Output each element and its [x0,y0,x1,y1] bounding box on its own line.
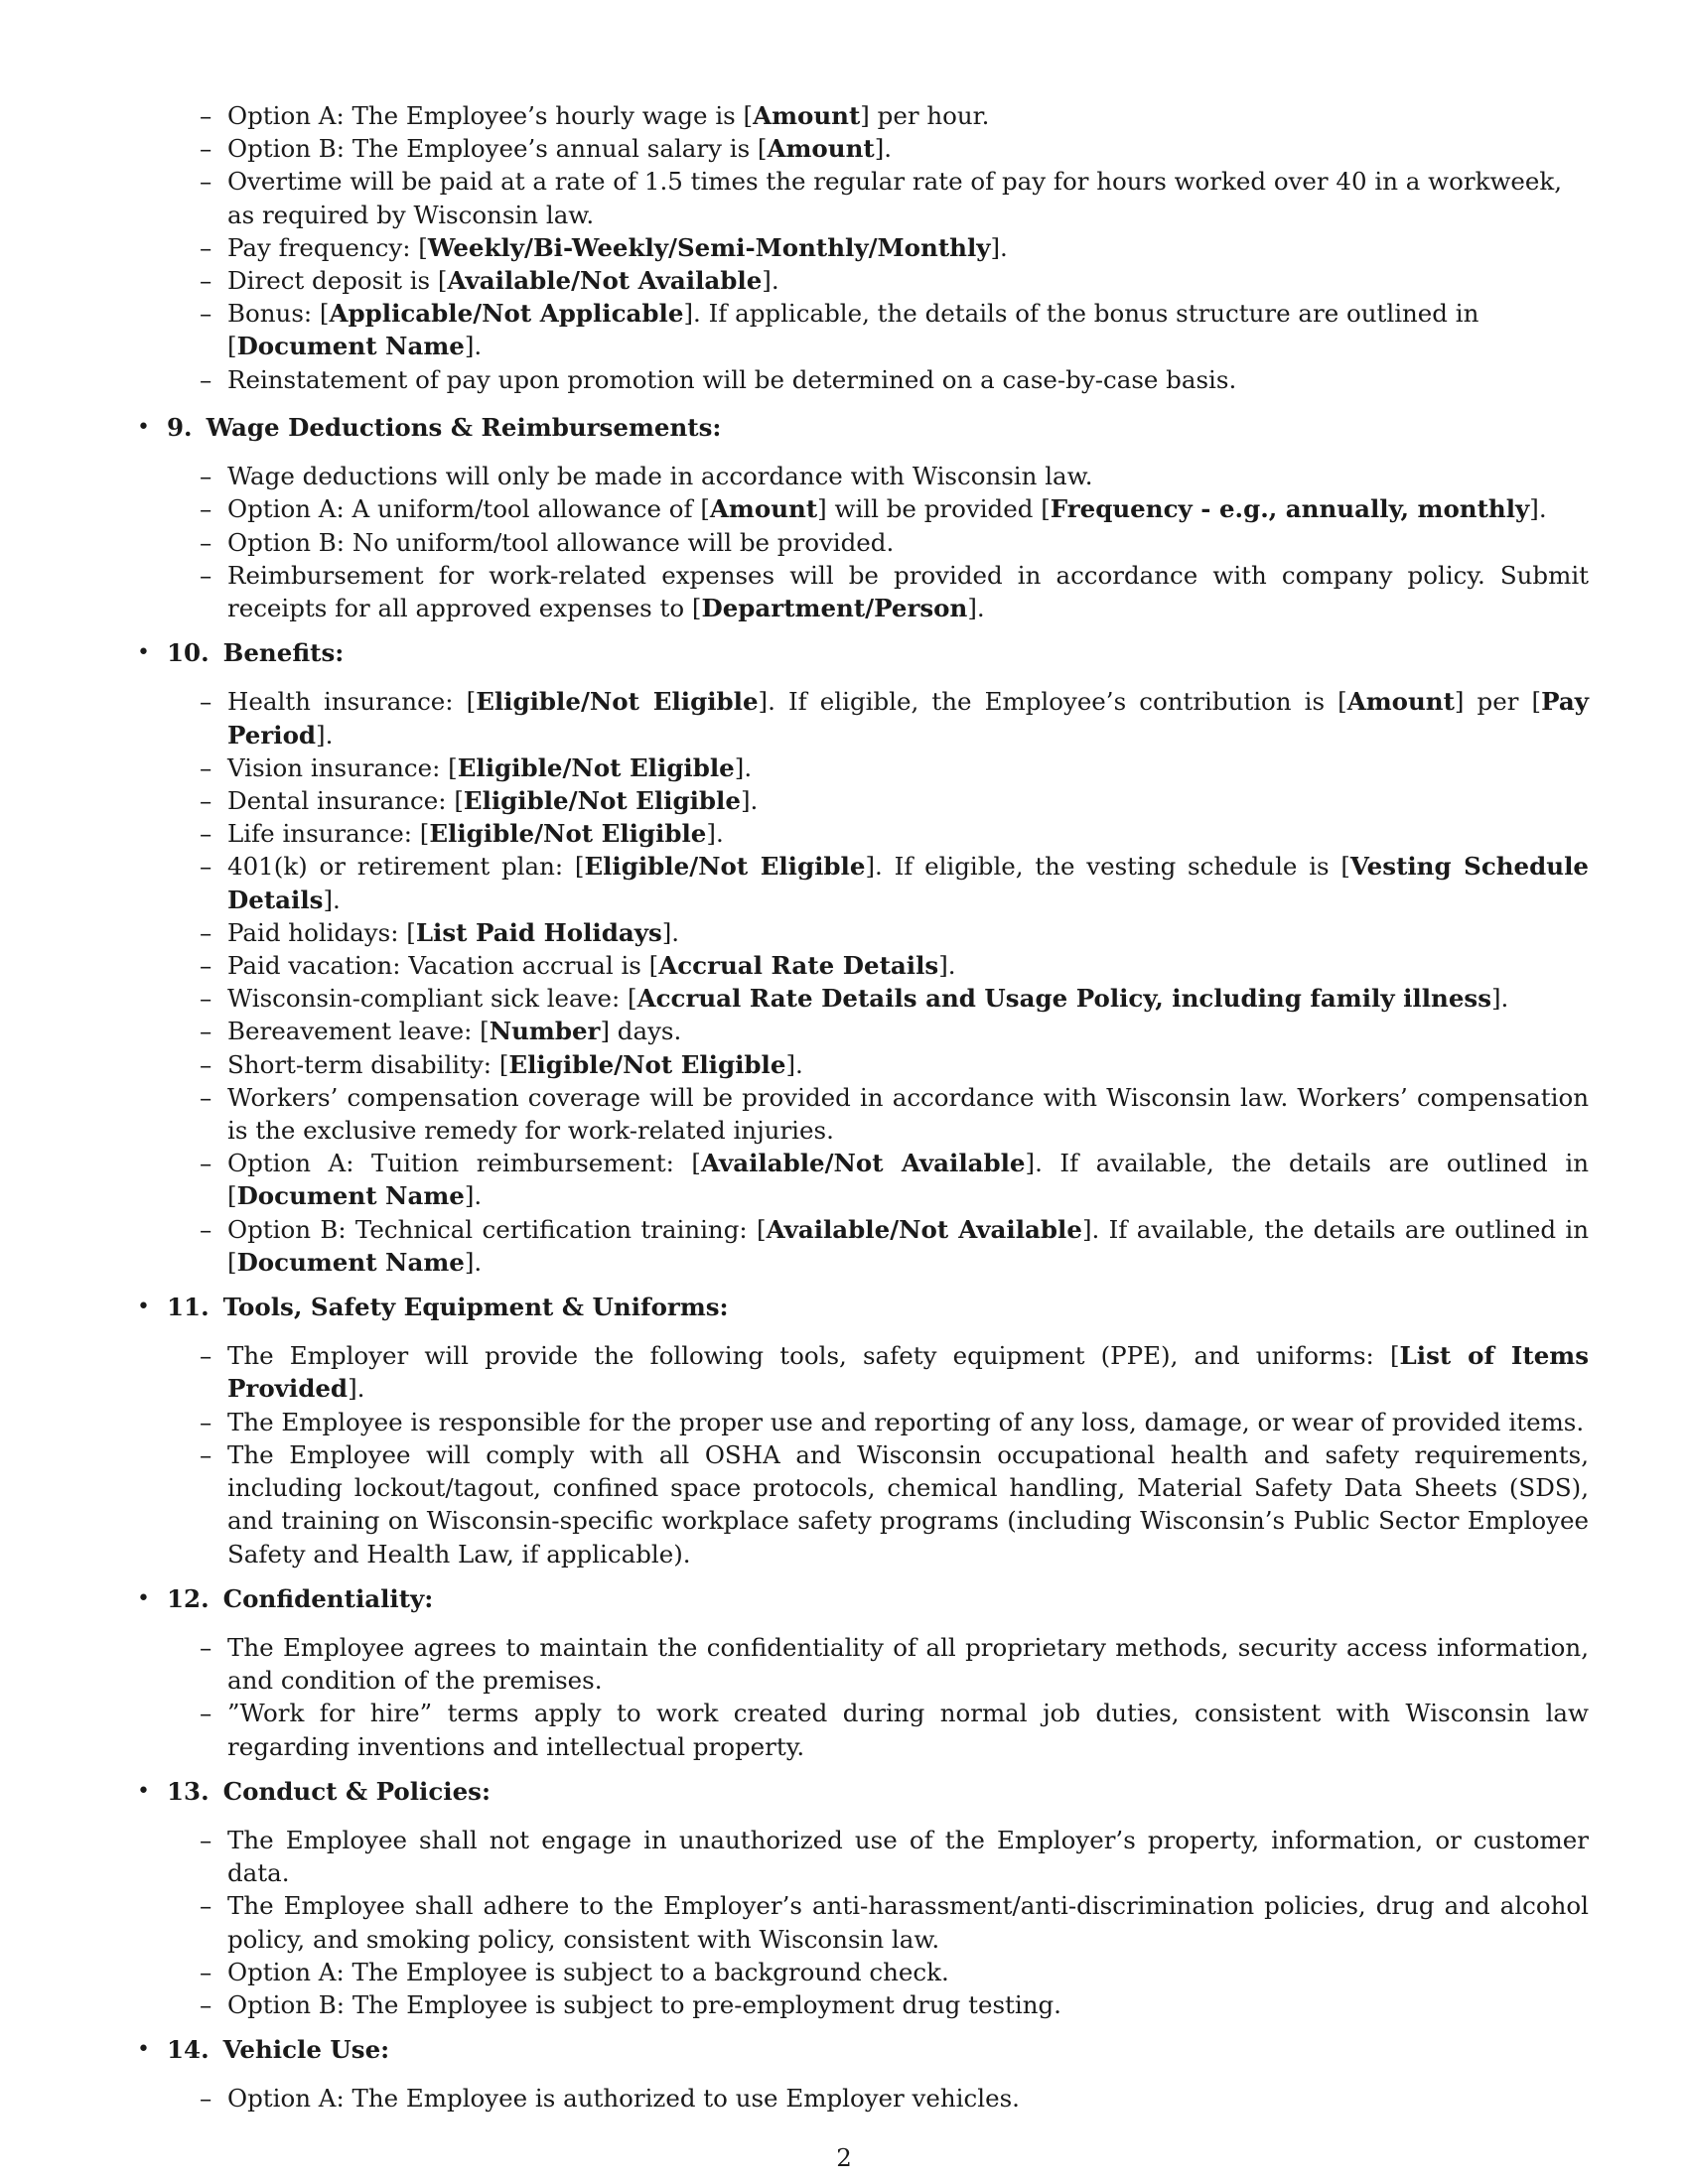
list-item-text: Bonus: [Applicable/Not Applicable]. If applicable, the details of the bonus structure are outlined in [Document Name]. [227,299,1479,361]
section-items [167,2082,1589,2115]
list-item [200,685,1589,751]
placeholder-field: Accrual Rate Details [658,951,939,981]
dash-marker: – [200,1825,212,1854]
dash-marker: – [200,984,212,1014]
dash-marker: – [200,101,212,130]
section-title: Conduct & Policies: [222,1776,492,1806]
section [0,2033,1589,2115]
list-item [200,1438,1589,1570]
placeholder-field: Eligible/Not Eligible [476,687,759,717]
list-item-text: ”Work for hire” terms apply to work created during normal job duties, consistent with Wisconsin law regarding inventions and intellectual property. [227,1699,1589,1761]
section-number: 11. [167,1293,210,1322]
list-item [200,165,1589,230]
list-item [200,784,1589,817]
list-item-text: 401(k) or retirement plan: [Eligible/Not Eligible]. If eligible, the vesting schedule is [Vesting Schedule Details]. [227,852,1589,914]
dash-marker: – [200,1017,212,1046]
dash-marker: – [200,1632,212,1662]
list-item-text: Direct deposit is [Available/Not Available]. [227,266,779,296]
list-item [200,949,1589,982]
dash-marker: – [200,1439,212,1469]
list-item-text: The Employee is responsible for the proper use and reporting of any loss, damage, or wear of provided items. [227,1407,1585,1436]
list-item-text: Overtime will be paid at a rate of 1.5 times the regular rate of pay for hours worked over 40 in a workweek, as required by Wisconsin law. [227,167,1563,229]
dash-marker: – [200,687,212,717]
placeholder-field: Document Name [236,332,465,361]
placeholder-field: Amount [709,494,818,524]
placeholder-field: List Paid Holidays [415,917,662,947]
section [0,1291,1589,1570]
section-title: Vehicle Use: [222,2035,390,2065]
placeholder-field: Weekly/Bi-Weekly/Semi-Monthly/Monthly [427,232,991,262]
section-number: 9. [167,413,193,442]
list-item [200,264,1589,297]
dash-marker: – [200,819,212,849]
list-item-text: The Employee shall adhere to the Employer’s anti-harassment/anti-discrimination policies, drug and alcohol policy, and smoking policy, consistent with Wisconsin law. [227,1891,1589,1954]
dash-marker: – [200,1214,212,1244]
dash-marker: – [200,167,212,197]
list-item [200,1988,1589,2021]
dash-marker: – [200,852,212,882]
dash-marker: – [200,299,212,329]
compensation-list [0,99,1589,396]
placeholder-field: Eligible/Not Eligible [584,852,866,882]
placeholder-field: Eligible/Not Eligible [457,752,735,782]
list-item [200,1015,1589,1047]
section-items [167,685,1589,1279]
placeholder-field: Accrual Rate Details and Usage Policy, including family illness [636,984,1491,1014]
placeholder-field: Amount [753,101,861,130]
section-number: 13. [167,1776,210,1806]
placeholder-field: List of Items Provided [227,1341,1590,1404]
bullet-marker: • [137,1295,150,1320]
list-item [200,559,1589,624]
list-item [200,297,1589,362]
bullet-marker: • [137,2037,150,2063]
dash-marker: – [200,364,212,394]
list-item-text: Pay frequency: [Weekly/Bi-Weekly/Semi-Monthly/Monthly]. [227,232,1008,262]
list-item [200,1631,1589,1697]
dash-marker: – [200,951,212,981]
placeholder-field: Available/Not Available [447,266,763,296]
dash-marker: – [200,1407,212,1436]
list-item [200,1081,1589,1147]
section [0,1775,1589,2021]
list-item-text: The Employee shall not engage in unauthorized use of the Employer’s property, information, or customer data. [227,1825,1589,1888]
placeholder-field: Amount [1346,687,1455,717]
placeholder-field: Available/Not Available [700,1149,1026,1178]
page-number: 2 [836,2143,852,2172]
bullet-marker: • [137,1585,150,1611]
section-items [167,1824,1589,2021]
section-items [167,1339,1589,1570]
list-item-text: Option B: The Employee’s annual salary is [Amount]. [227,134,893,164]
dash-marker: – [200,2084,212,2114]
section-heading [167,636,1589,669]
list-item-text: Vision insurance: [Eligible/Not Eligible]. [227,752,753,782]
list-item-text: Workers’ compensation coverage will be provided in accordance with Wisconsin law. Workers’ compensation is the exclusive remedy for work-related injuries. [227,1082,1589,1146]
placeholder-field: Department/Person [701,594,968,623]
list-item-text: Life insurance: [Eligible/Not Eligible]. [227,819,724,849]
dash-marker: – [200,1989,212,2019]
list-item [200,1339,1590,1405]
list-item-text: Wisconsin-compliant sick leave: [Accrual Rate Details and Usage Policy, including family illness]. [227,984,1509,1014]
section [0,636,1589,1279]
section-items [167,460,1589,624]
section-number: 12. [167,1583,210,1613]
list-item [200,1824,1589,1889]
section [0,1582,1589,1763]
dash-marker: – [200,917,212,947]
list-item-text: Option A: The Employee is subject to a background check. [227,1957,949,1986]
placeholder-field: Number [489,1017,601,1046]
dash-marker: – [200,232,212,262]
dash-marker: – [200,134,212,164]
placeholder-field: Vesting Schedule Details [227,852,1589,914]
placeholder-field: Applicable/Not Applicable [329,299,684,329]
list-item-text: Option B: Technical certification training: [Available/Not Available]. If available, the details are outlined in [Document Name]. [227,1214,1590,1277]
list-item [200,132,1589,165]
list-item-text: Reinstatement of pay upon promotion will be determined on a case-by-case basis. [227,364,1237,394]
placeholder-field: Eligible/Not Eligible [429,819,707,849]
dash-marker: – [200,752,212,782]
section-title: Benefits: [222,638,345,668]
list-item [200,751,1589,784]
section-title: Wage Deductions & Reimbursements: [206,413,722,442]
section-heading [167,2033,1589,2066]
list-item-text: Wage deductions will only be made in accordance with Wisconsin law. [227,462,1093,491]
list-item-text: Short-term disability: [Eligible/Not Eligible]. [227,1049,803,1079]
list-item-text: Option A: Tuition reimbursement: [Available/Not Available]. If available, the details are outlined in [Document Name]. [227,1149,1589,1211]
section-number: 10. [167,638,210,668]
dash-marker: – [200,1699,212,1728]
list-item-text: Option A: The Employee is authorized to use Employer vehicles. [227,2084,1020,2114]
list-item [200,492,1589,525]
list-item [200,1956,1589,1988]
list-item [200,460,1589,492]
list-item-text: The Employee agrees to maintain the confidentiality of all proprietary methods, security access information, and condition of the premises. [227,1632,1589,1696]
list-item-text: Option B: The Employee is subject to pre-employment drug testing. [227,1989,1061,2019]
dash-marker: – [200,266,212,296]
list-item-text: Option B: No uniform/tool allowance will be provided. [227,527,895,557]
list-item [200,526,1589,559]
dash-marker: – [200,1082,212,1112]
list-item-text: The Employer will provide the following tools, safety equipment (PPE), and uniforms: [List of Items Provided]. [227,1341,1590,1404]
compensation-continued [0,99,1589,396]
list-item [200,99,1589,132]
list-item [200,850,1589,915]
section-title: Tools, Safety Equipment & Uniforms: [222,1293,729,1322]
list-item [200,1213,1590,1279]
list-item [200,1406,1589,1438]
list-item [200,1048,1589,1081]
placeholder-field: Document Name [236,1181,465,1211]
dash-marker: – [200,560,212,590]
section-heading [167,411,1589,444]
section-number: 14. [167,2035,210,2065]
bullet-marker: • [137,640,150,666]
section-title: Confidentiality: [222,1583,434,1613]
placeholder-field: Eligible/Not Eligible [463,786,741,816]
list-item-text: The Employee will comply with all OSHA and Wisconsin occupational health and safety requirements, including lockout/tagout, confined space protocols, chemical handling, Material Safety Data Sheets (SDS), and training on Wisconsin-specific workplace safety programs (including Wisconsin’s Public Sector Employee Safety and Health Law, if applicable). [227,1439,1589,1569]
dash-marker: – [200,1149,212,1178]
dash-marker: – [200,786,212,816]
section-heading [167,1582,1589,1615]
list-item [200,2082,1589,2115]
placeholder-field: Frequency - e.g., annually, monthly [1050,494,1530,524]
dash-marker: – [200,527,212,557]
placeholder-field: Amount [767,134,875,164]
placeholder-field: Eligible/Not Eligible [508,1049,786,1079]
bullet-marker: • [137,415,150,440]
list-item-text: Option A: A uniform/tool allowance of [Amount] will be provided [Frequency - e.g., annually, monthly]. [227,494,1547,524]
list-item-text: Reimbursement for work-related expenses will be provided in accordance with company policy. Submit receipts for all approved expenses to [Department/Person]. [227,560,1589,623]
dash-marker: – [200,1341,212,1371]
list-item-text: Option A: The Employee’s hourly wage is [Amount] per hour. [227,101,990,130]
dash-marker: – [200,462,212,491]
section-heading [167,1775,1589,1808]
list-item [200,1697,1589,1762]
list-item [200,363,1589,396]
list-item-text: Paid vacation: Vacation accrual is [Accrual Rate Details]. [227,951,956,981]
placeholder-field: Pay Period [227,687,1589,750]
list-item [200,1147,1589,1212]
placeholder-field: Document Name [236,1247,465,1277]
list-item-text: Health insurance: [Eligible/Not Eligible]. If eligible, the Employee’s contribution is [Amount] per [Pay Period]. [227,687,1589,750]
dash-marker: – [200,1891,212,1921]
dash-marker: – [200,1049,212,1079]
section-heading [167,1291,1589,1323]
list-item [200,1889,1589,1955]
bullet-marker: • [137,1778,150,1804]
list-item-text: Dental insurance: [Eligible/Not Eligible]. [227,786,759,816]
list-item-text: Bereavement leave: [Number] days. [227,1017,682,1046]
placeholder-field: Available/Not Available [766,1214,1082,1244]
list-item [200,982,1589,1015]
section-items [167,1631,1589,1763]
list-item [200,817,1589,850]
sections-list [0,411,1589,2127]
section [0,411,1589,624]
list-item [200,231,1589,264]
list-item-text: Paid holidays: [List Paid Holidays]. [227,917,680,947]
dash-marker: – [200,494,212,524]
dash-marker: – [200,1957,212,1986]
list-item [200,916,1589,949]
